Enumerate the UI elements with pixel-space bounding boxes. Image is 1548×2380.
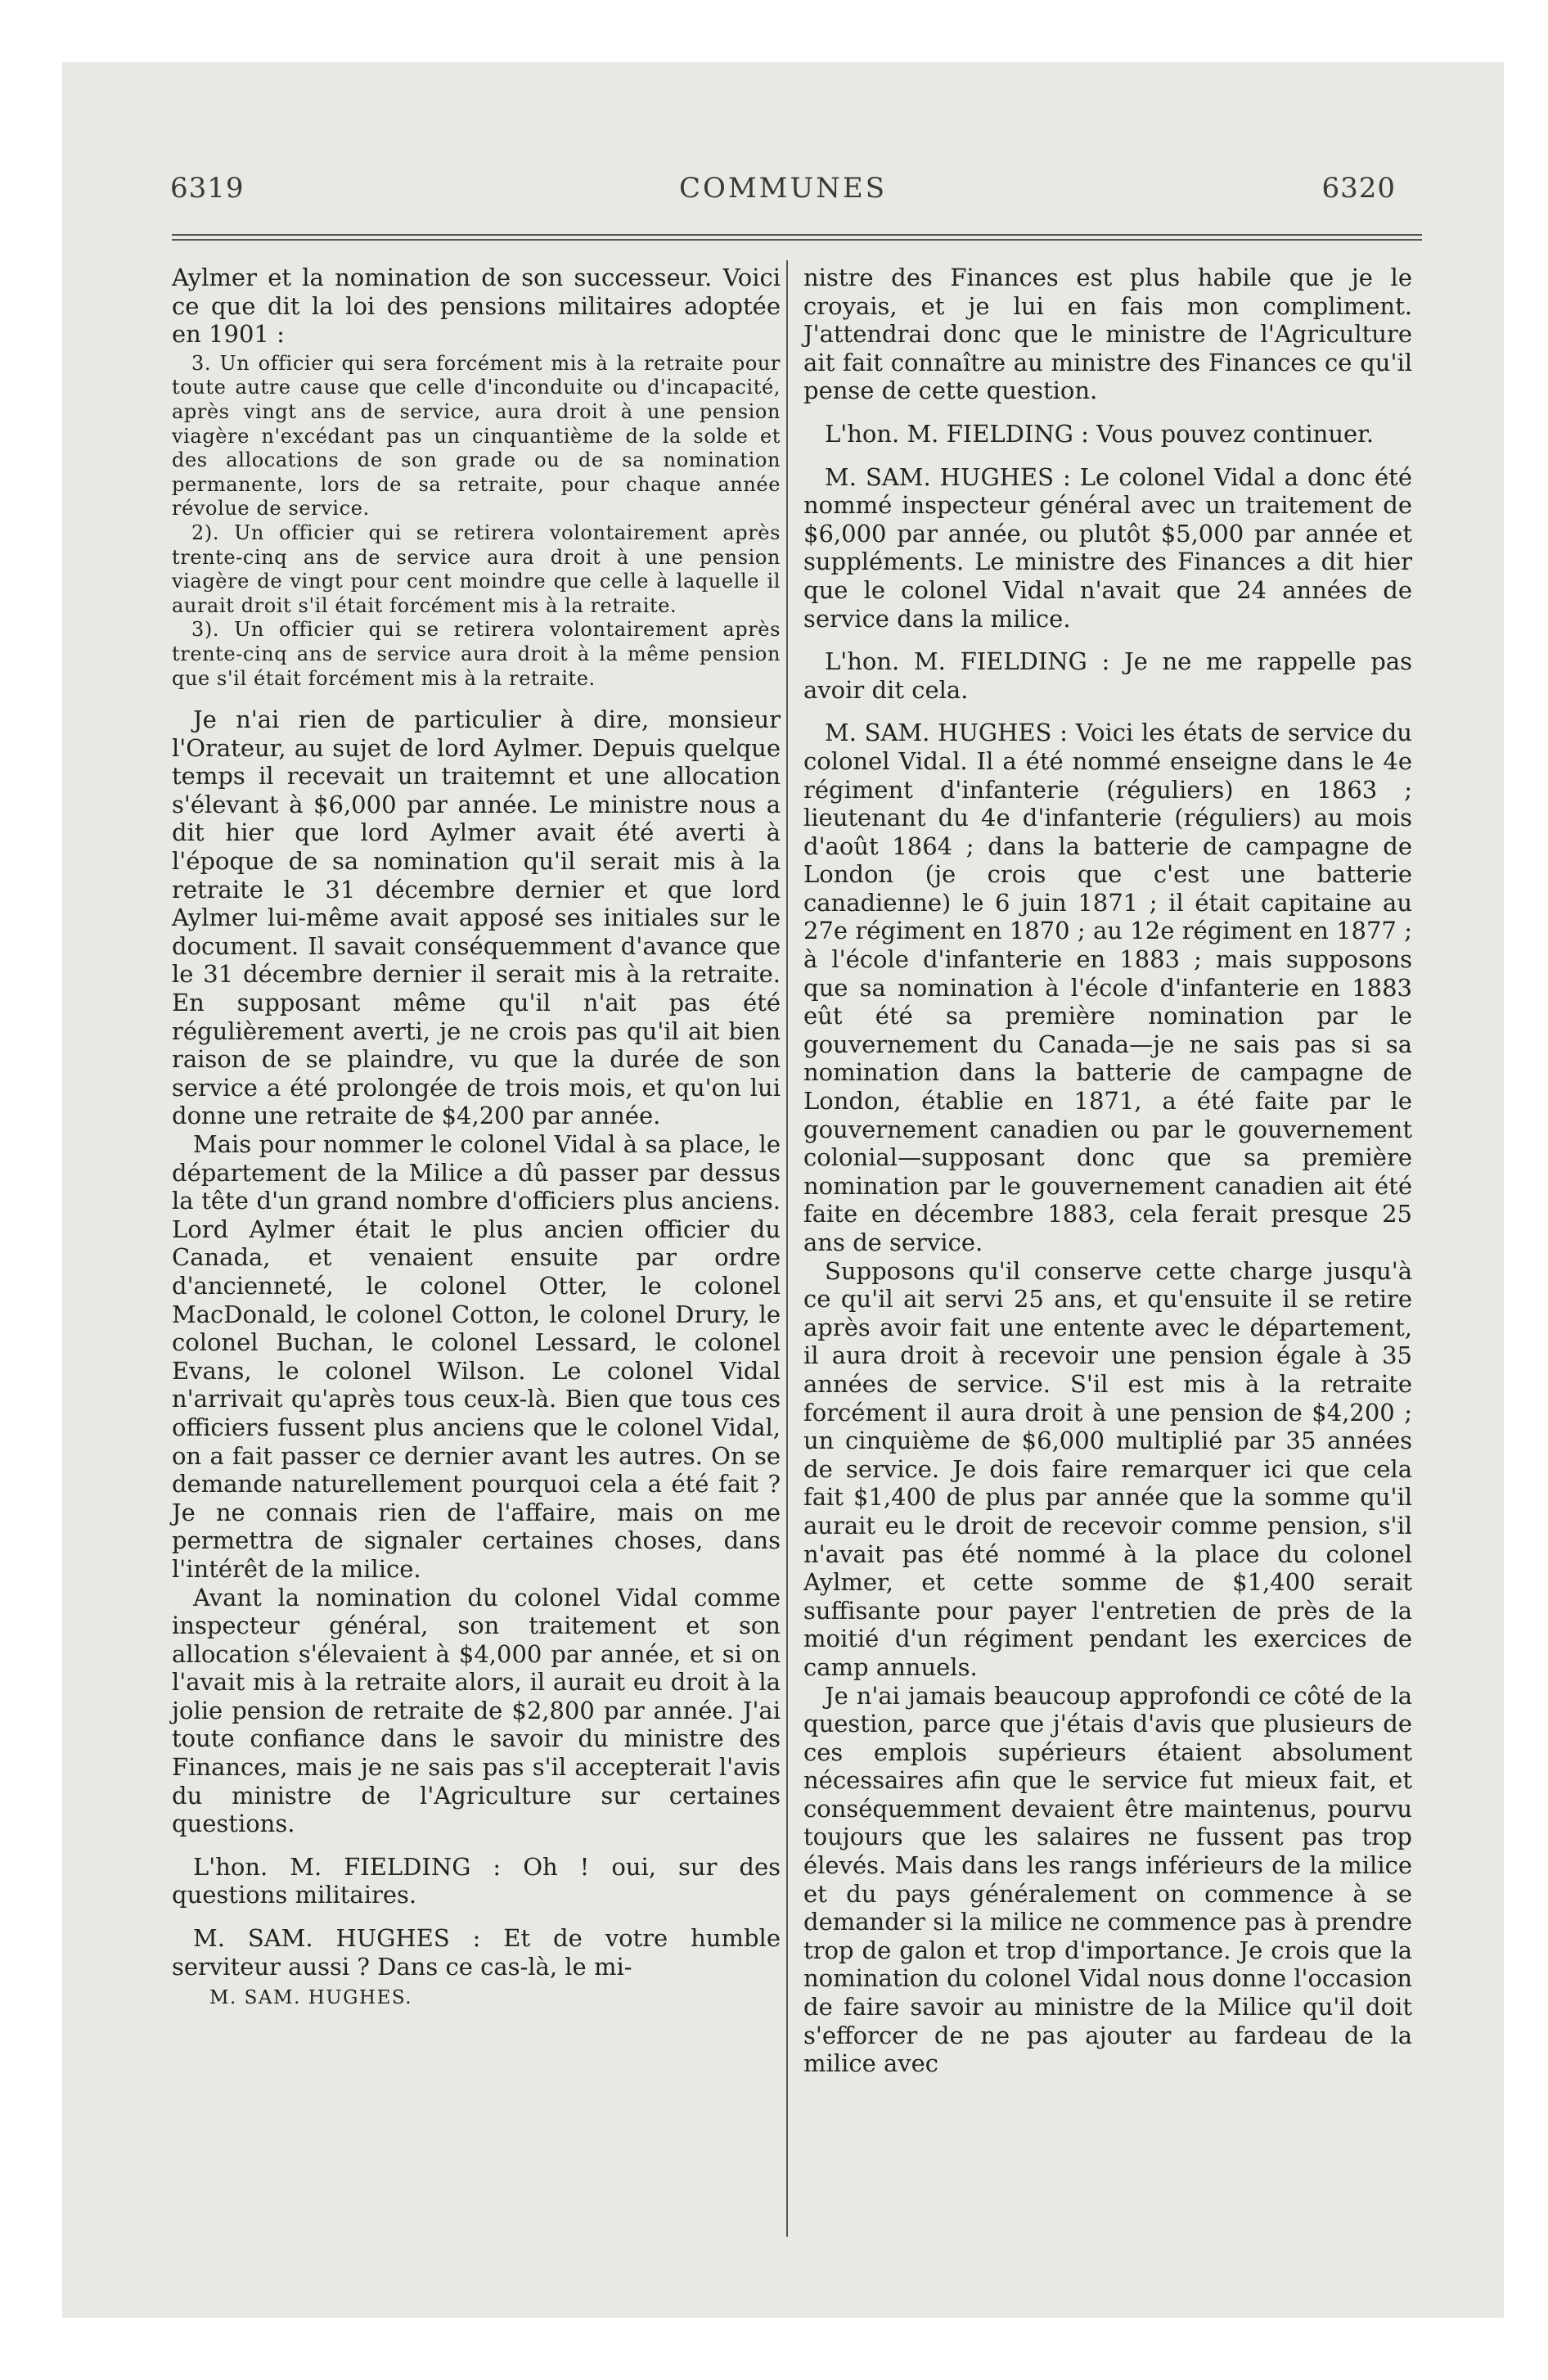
paragraph: nistre des Finances est plus habile que je le croyais, et je lui en fais mon compliment. J'attendrai donc que le ministre de l'Agriculture ait fait connaître au ministre des Finances ce qu'il pense de cette question. — [803, 264, 1412, 405]
header-rule-bottom — [172, 239, 1422, 241]
law-quote: 3. Un officier qui sera forcément mis à la retraite pour toute autre cause que celle d'inconduite ou d'incapacité, après vingt ans de service, aura droit à une pension viagère n'excédant pas un cinquantième de la solde et des allocations de son grade ou de sa nomination permanente, lors de sa retraite, pour chaque année révolue de service. — [172, 351, 781, 521]
speaker-paragraph: L'hon. M. FIELDING : Je ne me rappelle pas avoir dit cela. — [803, 647, 1412, 704]
law-quote: 2). Un officier qui se retirera volontairement après trente-cinq ans de service aura droit à une pension viagère de vingt pour cent moindre que celle à laquelle il aurait droit s'il était forcément mis à la retraite. — [172, 521, 781, 617]
page-number-left: 6319 — [170, 172, 245, 205]
left-column — [172, 264, 781, 2008]
paragraph: Je n'ai jamais beaucoup approfondi ce côté de la question, parce que j'étais d'avis que plusieurs de ces emplois supérieurs étaient absolument nécessaires afin que le service fut mieux fait, et conséquemment devaient être maintenus, pourvu toujours que les salaires ne fussent pas trop élevés. Mais dans les rangs inférieurs de la milice et du pays généralement on commence à se demander si la milice ne commence pas à prendre trop de galon et trop d'importance. Je crois que la nomination du colonel Vidal nous donne l'occasion de faire savoir au ministre de la Milice qu'il doit s'efforcer de ne pas ajouter au fardeau de la milice avec — [803, 1681, 1412, 2078]
paragraph: Supposons qu'il conserve cette charge jusqu'à ce qu'il ait servi 25 ans, et qu'ensuite il se retire après avoir fait une entente avec le département, il aura droit à recevoir une pension égale à 35 années de service. S'il est mis à la retraite forcément il aura droit à une pension de $4,200 ; un cinquième de $6,000 multiplié par 35 années de service. Je dois faire remarquer ici que cela fait $1,400 de plus par année que la somme qu'il aurait eu le droit de recevoir comme pension, s'il n'avait pas été nommé à la place du colonel Aylmer, et cette somme de $1,400 serait suffisante pour payer l'entretien de près de la moitié d'un régiment pendant les exercices de camp annuels. — [803, 1256, 1412, 1681]
paragraph: Aylmer et la nomination de son successeur. Voici ce que dit la loi des pensions militaires adoptée en 1901 : — [172, 264, 781, 349]
law-quote: 3). Un officier qui se retirera volontairement après trente-cinq ans de service aura droit à la même pension que s'il était forcément mis à la retraite. — [172, 618, 781, 690]
speaker-paragraph: M. SAM. HUGHES : Voici les états de service du colonel Vidal. Il a été nommé enseigne dans le 4e régiment d'infanterie (réguliers) en 1863 ; lieutenant du 4e d'infanterie (réguliers) au mois d'août 1864 ; dans la batterie de campagne de London (je crois que c'est une batterie canadienne) le 6 juin 1871 ; il était capitaine au 27e régiment en 1870 ; au 12e régiment en 1877 ; à l'école d'infanterie en 1883 ; mais supposons que sa nomination à l'école d'infanterie en 1883 eût été sa première nomination par le gouvernement du Canada—je ne sais pas si sa nomination dans la batterie de campagne de London, établie en 1871, a été faite par le gouvernement canadien ou par le gouvernement colonial—supposant donc que sa première nomination par le gouvernement canadien ait été faite en décembre 1883, cela ferait presque 25 ans de service. — [803, 719, 1412, 1256]
speaker-paragraph: L'hon. M. FIELDING : Oh ! oui, sur des questions militaires. — [172, 1852, 781, 1909]
paragraph: Mais pour nommer le colonel Vidal à sa place, le département de la Milice a dû passer par dessus la tête d'un grand nombre d'officiers plus anciens. Lord Aylmer était le plus ancien officier du Canada, et venaient ensuite par ordre d'ancienneté, le colonel Otter, le colonel MacDonald, le colonel Cotton, le colonel Drury, le colonel Buchan, le colonel Lessard, le colonel Evans, le colonel Wilson. Le colonel Vidal n'arrivait qu'après tous ceux-là. Bien que tous ces officiers fussent plus anciens que le colonel Vidal, on a fait passer ce dernier avant les autres. On se demande naturellement pourquoi cela a été fait ? Je ne connais rien de l'affaire, mais on me permettra de signaler certaines choses, dans l'intérêt de la milice. — [172, 1130, 781, 1583]
speaker-paragraph: M. SAM. HUGHES : Et de votre humble serviteur aussi ? Dans ce cas-là, le mi- — [172, 1924, 781, 1981]
running-title: COMMUNES — [678, 172, 888, 205]
header-rule-top — [172, 234, 1422, 236]
paragraph: Je n'ai rien de particulier à dire, monsieur l'Orateur, au sujet de lord Aylmer. Depuis quelque temps il recevait un traitemnt et une allocation s'élevant à $6,000 par année. Le ministre nous a dit hier que lord Aylmer avait été averti à l'époque de sa nomination qu'il serait mis à la retraite le 31 décembre dernier et que lord Aylmer lui-même avait apposé ses initiales sur le document. Il savait conséquemment d'avance que le 31 décembre dernier il serait mis à la retraite. En supposant même qu'il n'ait pas été régulièrement averti, je ne crois pas qu'il ait bien raison de se plaindre, vu que la durée de son service a été prolongée de trois mois, et qu'on lui donne une retraite de $4,200 par année. — [172, 705, 781, 1130]
page-header — [62, 172, 1504, 213]
speaker-paragraph: M. SAM. HUGHES : Le colonel Vidal a donc été nommé inspecteur général avec un traitement de $6,000 par année, ou plutôt $5,000 par année et suppléments. Le ministre des Finances a dit hier que le colonel Vidal n'avait que 24 années de service dans la milice. — [803, 462, 1412, 633]
paragraph: Avant la nomination du colonel Vidal comme inspecteur général, son traitement et son allocation s'élevaient à $4,000 par année, et si on l'avait mis à la retraite alors, il aurait eu droit à la jolie pension de retraite de $2,800 par année. J'ai toute confiance dans le savoir du ministre des Finances, mais je ne sais pas s'il accepterait l'avis du ministre de l'Agriculture sur certaines questions. — [172, 1583, 781, 1838]
speaker-footer: M. SAM. HUGHES. — [209, 1987, 413, 2009]
page-number-right: 6320 — [1321, 172, 1396, 205]
right-column — [803, 264, 1412, 2078]
column-divider — [786, 260, 788, 2237]
speaker-paragraph: L'hon. M. FIELDING : Vous pouvez continuer. — [825, 419, 1375, 448]
